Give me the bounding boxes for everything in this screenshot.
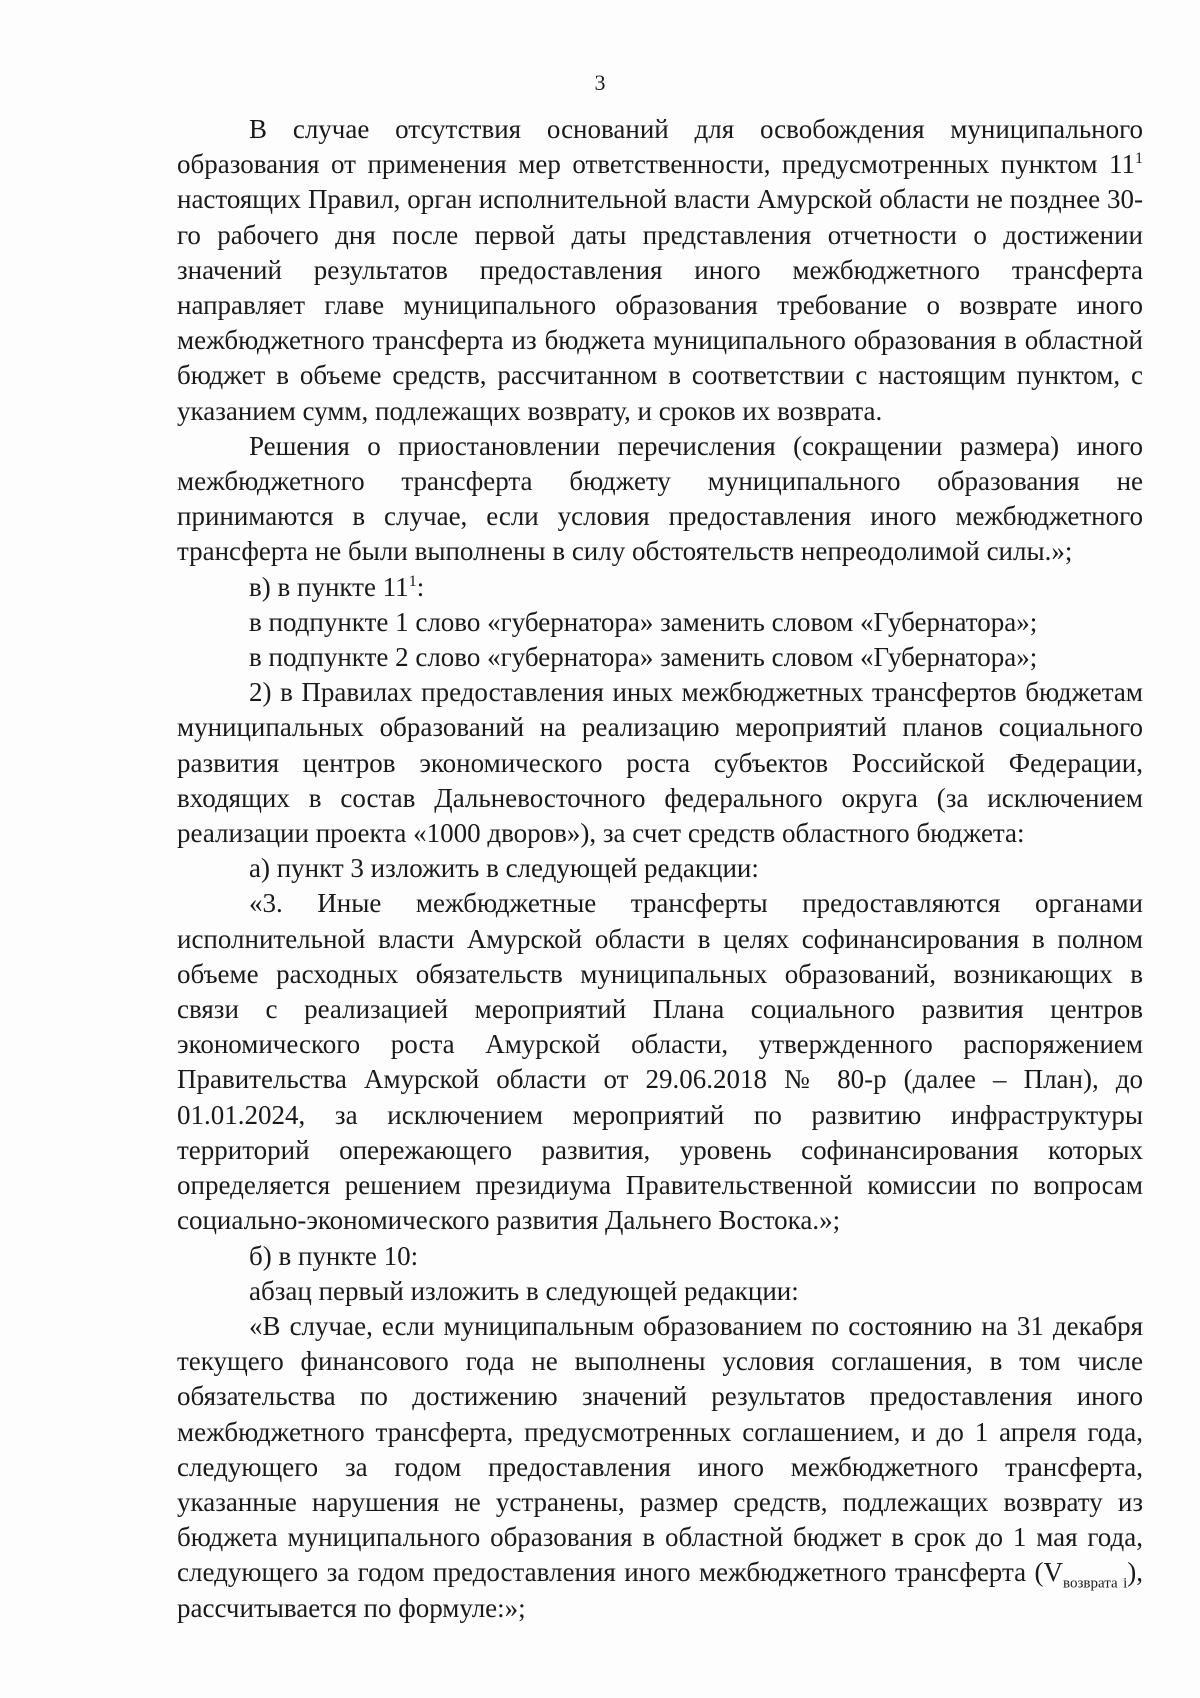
paragraph-p8 [177,886,1143,1238]
paragraph-p7 [177,851,1143,886]
superscript: 1 [1135,150,1143,168]
text-run: Решения о приостановлении перечисления (сокращении размера) иного межбюджетного трансферта бюджету муниципального образования не принимаются в случае, если условия предоставления иного межбюджетного трансферта не были выполнены в силу обстоятельств непреодолимой силы.»; [177,430,1143,567]
text-run: а) пункт 3 изложить в следующей редакции: [249,853,759,884]
page-number: 3 [594,70,606,95]
text-run: «В случае, если муниципальным образованием по состоянию на 31 декабря текущего финансового года не выполнены условия соглашения, в том числе обязательства по достижению значений результатов предоставления иного межбюджетного трансферта, предусмотренных соглашением, и до 1 апреля года, следующего за годом предоставления иного межбюджетного трансферта, указанные нарушения не устранены, размер средств, подлежащих возврату из бюджета муниципального образования в областной бюджет в срок до 1 мая года, следующего за годом предоставления иного межбюджетного трансферта (V [177,1310,1143,1588]
paragraph-p5 [177,640,1143,675]
paragraph-p2 [177,429,1143,570]
text-run: ), рассчитывается по формуле:»; [177,1557,1144,1623]
paragraph-p1 [177,112,1143,429]
paragraph-p11 [177,1309,1143,1626]
text-run: В случае отсутствия оснований для освобождения муниципального образования от применения мер ответственности, предусмотренных пунктом 11 [177,114,1143,180]
text-run: в подпункте 2 слово «губернатора» заменить словом «Губернатора»; [249,642,1038,673]
text-run: в подпункте 1 слово «губернатора» заменить словом «Губернатора»; [249,606,1038,637]
paragraph-p10 [177,1274,1143,1309]
text-run: б) в пункте 10: [249,1240,419,1271]
text-run: настоящих Правил, орган исполнительной власти Амурской области не позднее 30-го рабочего дня после первой даты представления отчетности о достижении значений результатов предоставления иного межбюджетного трансферта направляет главе муниципального образования требование о возврате иного межбюджетного трансферта из бюджета муниципального образования в областной бюджет в объеме средств, рассчитанном в соответствии с настоящим пунктом, с указанием сумм, подлежащих возврату, и сроков их возврата. [177,184,1143,426]
text-run: «3. Иные межбюджетные трансферты предоставляются органами исполнительной власти Амурской области в целях софинансирования в полном объеме расходных обязательств муниципальных образований, возникающих в связи с реализацией мероприятий Плана социального развития центров экономического роста Амурской области, утвержденного распоряжением Правительства Амурской области от 29.06.2018 № 80-р (далее – План), до 01.01.2024, за исключением мероприятий по развитию инфраструктуры территорий опережающего развития, уровень софинансирования которых определяется решением президиума Правительственной комиссии по вопросам социально-экономического развития Дальнего Востока.»; [177,888,1143,1236]
text-run: : [416,571,425,602]
paragraph-p9 [177,1239,1143,1274]
subscript: возврата i [1063,1575,1128,1592]
text-run: абзац первый изложить в следующей редакции: [249,1275,799,1306]
paragraph-p4 [177,605,1143,640]
paragraph-p6 [177,675,1143,851]
text-run: 2) в Правилах предоставления иных межбюджетных трансфертов бюджетам муниципальных образований на реализацию мероприятий планов социального развития центров экономического роста субъектов Российской Федерации, входящих в состав Дальневосточного федерального округа (за исключением реализации проекта «1000 дворов»), за счет средств областного бюджета: [177,677,1143,849]
document-body [177,112,1143,1626]
paragraph-p3 [177,570,1143,605]
superscript: 1 [408,572,417,590]
text-run: в) в пункте 11 [249,571,409,602]
